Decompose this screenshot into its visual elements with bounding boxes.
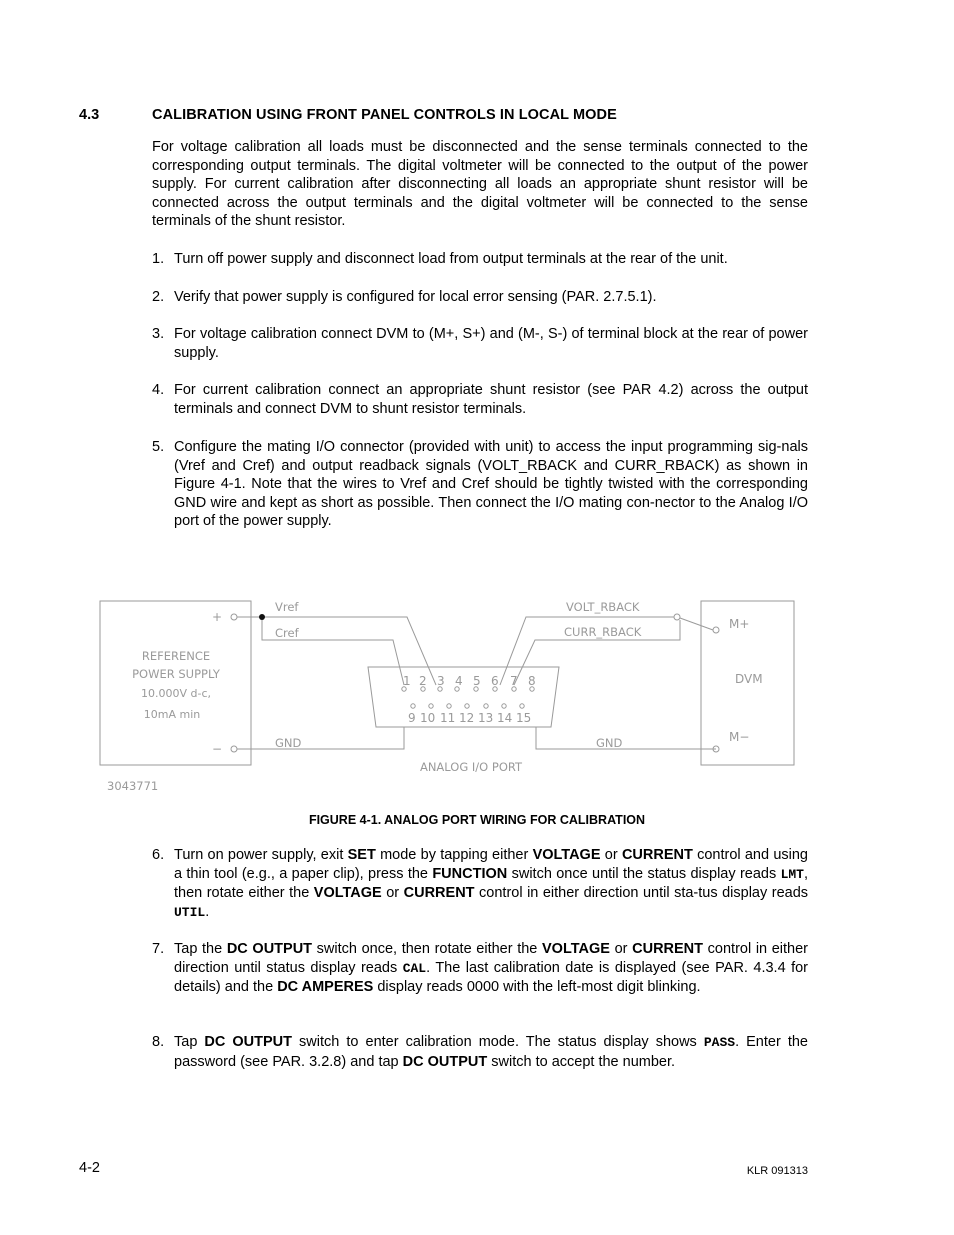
step-4	[152, 381, 808, 418]
dvm-plus-terminal	[713, 627, 719, 633]
svg-text:10: 10	[420, 711, 436, 725]
display-code: PASS	[703, 1035, 736, 1050]
supply-plus-label: +	[212, 610, 223, 624]
step-number: 2.	[152, 289, 165, 305]
svg-text:11: 11	[440, 711, 456, 725]
display-code: UTIL	[174, 904, 206, 920]
vref-label: Vref	[275, 600, 299, 614]
step-text: Tap DC OUTPUT switch to enter calibration mode. The status display shows PASS. Enter the password (see PAR. 3.2.8) and tap DC OUTPUT switch to accept the number.	[174, 1034, 808, 1070]
display-code: LMT	[780, 866, 804, 882]
ref-supply-line2: POWER SUPPLY	[132, 667, 220, 681]
gnd-right-label: GND	[596, 736, 623, 750]
svg-text:15: 15	[516, 711, 532, 725]
junction-dot	[259, 614, 265, 620]
step-7	[152, 940, 808, 997]
drawing-id: 3043771	[107, 779, 159, 793]
figure-caption: FIGURE 4-1. ANALOG PORT WIRING FOR CALIBRATION	[308, 813, 646, 827]
ref-supply-line1: REFERENCE	[141, 649, 211, 663]
gnd-wire-right	[536, 727, 716, 749]
svg-text:4: 4	[455, 674, 463, 688]
dvm-plus-label: M+	[729, 617, 750, 631]
pin-numbers-top	[403, 674, 536, 688]
step-text: Configure the mating I/O connector (provided with unit) to access the input programming sig-nals (Vref and Cref) and output readback signals (VOLT_RBACK and CURR_RBACK) as shown in Figure 4-1. Note that the wires to Vref and Cref should be tightly twisted with the corresponding GND wire and kept as short as possible. Then connect the I/O mating con-nector to the Analog I/O port of the power supply.	[174, 439, 808, 530]
step-2	[152, 288, 808, 307]
svg-text:1: 1	[403, 674, 411, 688]
step-text: Turn off power supply and disconnect load from output terminals at the rear of the unit.	[174, 251, 728, 267]
svg-text:14: 14	[497, 711, 513, 725]
step-3	[152, 325, 808, 362]
step-text: For voltage calibration connect DVM to (M+, S+) and (M-, S-) of terminal block at the rear of power supply.	[174, 326, 808, 361]
dsub-bottom-pins	[411, 704, 524, 708]
page-number: 4-2	[79, 1160, 100, 1176]
step-6	[152, 846, 808, 922]
supply-minus-label: −	[212, 742, 223, 756]
svg-text:7: 7	[510, 674, 518, 688]
svg-text:3: 3	[437, 674, 445, 688]
step-5	[152, 438, 808, 531]
step-number: 1.	[152, 251, 165, 267]
gnd-wire-left	[237, 727, 404, 749]
step-text: For current calibration connect an appropriate shunt resistor (see PAR 4.2) across the output terminals and connect DVM to shunt resistor terminals.	[174, 382, 808, 417]
step-text: Turn on power supply, exit SET mode by tapping either VOLTAGE or CURRENT control and using a thin tool (e.g., a paper clip), press the FUNCTION switch once until the status display reads LMT, then rotate either the VOLTAGE or CURRENT control in either direction until sta-tus display reads UTIL.	[174, 847, 809, 920]
step-number: 3.	[152, 326, 165, 342]
switch-blade	[680, 618, 713, 630]
analog-port-label: ANALOG I/O PORT	[419, 760, 523, 774]
section-title: CALIBRATION USING FRONT PANEL CONTROLS IN LOCAL MODE	[152, 107, 617, 123]
step-text: Verify that power supply is configured for local error sensing (PAR. 2.7.5.1).	[174, 289, 657, 305]
curr-rback-label: CURR_RBACK	[564, 625, 642, 639]
ref-supply-line3: 10.000V d-c,	[140, 687, 212, 700]
step-number: 6.	[152, 847, 165, 863]
section-number: 4.3	[79, 107, 100, 123]
step-number: 4.	[152, 382, 165, 398]
gnd-left-label: GND	[275, 736, 302, 750]
svg-text:9: 9	[408, 711, 416, 725]
step-number: 5.	[152, 439, 165, 455]
supply-minus-terminal	[231, 746, 237, 752]
analog-port-wiring-diagram	[0, 590, 954, 800]
intro-paragraph: For voltage calibration all loads must be disconnected and the sense terminals connected to the corresponding output terminals. The digital voltmeter will be connected to the output of the power supply. For current calibration after disconnecting all loads an appropriate shunt resistor will be connected across the output terminals and the digital voltmeter will be connected to the sense terminals of the shunt resistor.	[152, 139, 808, 230]
cref-label: Cref	[275, 626, 299, 640]
supply-plus-terminal	[231, 614, 237, 620]
volt-rback-label: VOLT_RBACK	[566, 600, 640, 614]
svg-text:13: 13	[478, 711, 494, 725]
svg-text:2: 2	[419, 674, 427, 688]
display-code: CAL	[402, 960, 427, 976]
reference-supply-box	[100, 601, 251, 765]
step-1	[152, 250, 808, 269]
dvm-label: DVM	[735, 672, 763, 686]
step-8	[152, 1033, 808, 1071]
switch-contact	[674, 614, 680, 620]
pin-numbers-bottom	[408, 711, 531, 725]
step-text: Tap the DC OUTPUT switch once, then rotate either the VOLTAGE or CURRENT control in either direction until status display reads CAL. The last calibration date is displayed (see PAR. 4.3.4 for details) and the DC AMPERES display reads 0000 with the left-most digit blinking.	[174, 941, 809, 996]
dvm-minus-label: M−	[729, 730, 750, 744]
step-number: 8.	[152, 1034, 165, 1050]
svg-text:6: 6	[491, 674, 499, 688]
svg-text:8: 8	[528, 674, 536, 688]
svg-text:12: 12	[459, 711, 475, 725]
ref-supply-line4: 10mA min	[143, 708, 201, 721]
step-number: 7.	[152, 941, 165, 957]
svg-text:5: 5	[473, 674, 481, 688]
document-id: KLR 091313	[746, 1165, 808, 1177]
